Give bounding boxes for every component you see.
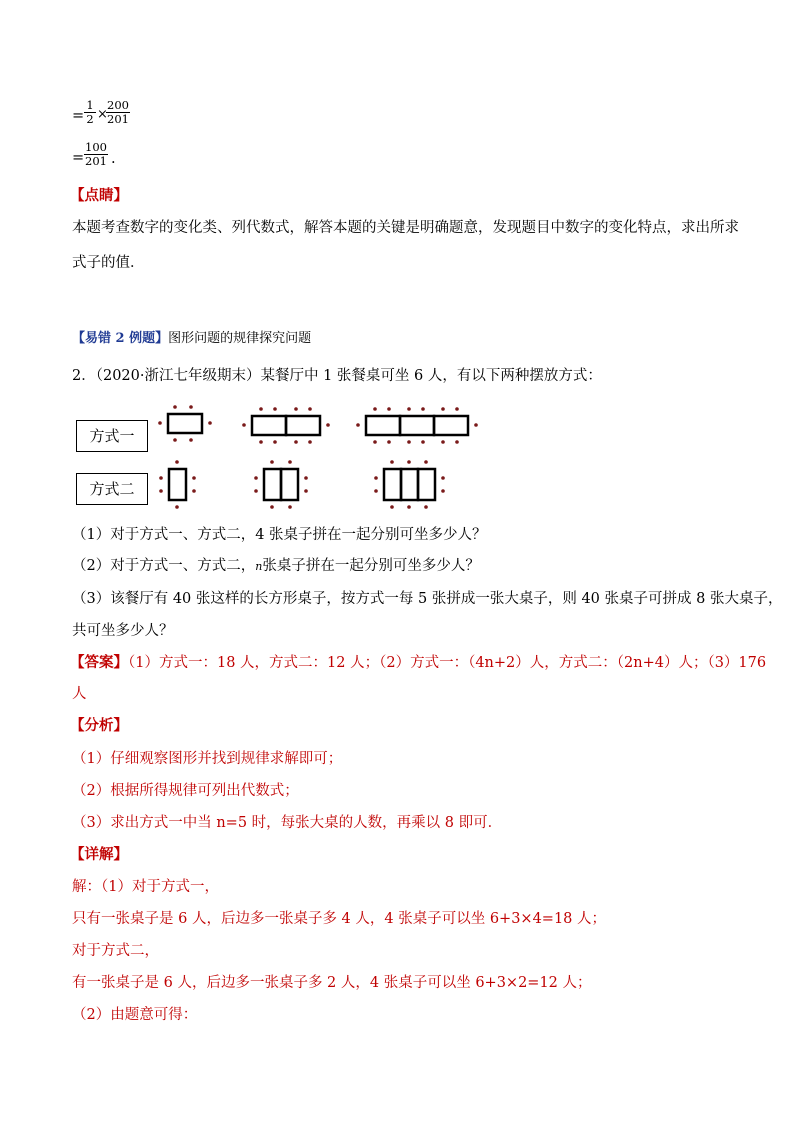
answer-line-1 xyxy=(70,653,766,673)
question-2-pre: （2）对于方式一、方式二， xyxy=(72,558,256,574)
arrangement-1-label: 方式一 xyxy=(76,420,148,452)
seat-dots xyxy=(159,460,196,509)
math-eq-sign-2: = xyxy=(72,150,85,166)
comment-line-2: 式子的值． xyxy=(72,255,145,271)
detail-line-4: 有一张桌子是 6 人，后边多一张桌子多 2 人，4 张桌子可以坐 6+3×2=12 人； xyxy=(72,975,592,991)
tables-diagram xyxy=(0,0,794,520)
problem-stem: 2．（2020·浙江七年级期末）某餐厅中 1 张餐桌可坐 6 人，有以下两种摆放方式： xyxy=(72,368,602,384)
comment-line-1: 本题考查数字的变化类、列代数式，解答本题的关键是明确题意，发现题目中数字的变化特点，求出所求 xyxy=(72,220,739,236)
analysis-line-3: （3）求出方式一中当 n=5 时，每张大桌的人数，再乘以 8 即可． xyxy=(72,815,503,831)
question-2-variable: n xyxy=(255,560,263,573)
seat-dots xyxy=(158,405,212,442)
detail-line-1: 解：（1）对于方式一， xyxy=(72,879,219,895)
question-3-line-2: 共可坐多少人？ xyxy=(72,623,174,639)
comment-heading: 【点睛】 xyxy=(70,187,128,204)
detail-heading: 【详解】 xyxy=(70,846,128,863)
section-tag: 【易错 2 例题】 xyxy=(72,331,169,346)
table-rect xyxy=(281,469,298,500)
table-rect xyxy=(418,469,435,500)
question-1: （1）对于方式一、方式二，4 张桌子拼在一起分别可坐多少人？ xyxy=(72,527,487,543)
table-rect xyxy=(384,469,401,500)
table-rect xyxy=(286,416,320,435)
table-rect xyxy=(264,469,281,500)
math-eq-sign-1: = xyxy=(72,108,85,124)
fraction-denominator: 2 xyxy=(86,112,94,126)
fraction-numerator: 200 xyxy=(107,98,129,112)
question-3-line-1: （3）该餐厅有 40 张这样的长方形桌子，按方式一每 5 张拼成一张大桌子，则 40 张桌子可拼成 8 张大桌子， xyxy=(72,591,783,607)
detail-line-3: 对于方式二， xyxy=(72,943,159,959)
analysis-heading: 【分析】 xyxy=(70,717,128,734)
arrangement-2-label: 方式二 xyxy=(76,473,148,505)
math-period: . xyxy=(111,151,116,167)
table-rect xyxy=(252,416,286,435)
table-rect xyxy=(434,416,468,435)
fraction-denominator: 201 xyxy=(85,154,107,168)
section-title: 图形问题的规律探究问题 xyxy=(168,331,312,346)
analysis-line-1: （1）仔细观察图形并找到规律求解即可； xyxy=(72,751,343,767)
analysis-line-2: （2）根据所得规律可列出代数式； xyxy=(72,783,299,799)
answer-text: （1）方式一：18 人，方式二：12 人；（2）方式一：（4n+2）人，方式二：（2n+4）人；（3）176 xyxy=(128,655,767,671)
question-2 xyxy=(72,556,480,577)
detail-line-5: （2）由题意可得： xyxy=(72,1007,198,1023)
seat-dots xyxy=(356,407,478,444)
detail-line-2: 只有一张桌子是 6 人，后边多一张桌子多 4 人，4 张桌子可以坐 6+3×4=18 人； xyxy=(72,911,607,927)
question-2-post: 张桌子拼在一起分别可坐多少人？ xyxy=(262,558,480,574)
fraction-denominator: 201 xyxy=(107,112,129,126)
answer-line-2: 人 xyxy=(72,686,87,702)
times-sign: × xyxy=(97,107,108,122)
table-rect xyxy=(366,416,400,435)
fraction-numerator: 100 xyxy=(85,140,107,154)
fraction-numerator: 1 xyxy=(84,99,96,113)
answer-heading: 【答案】 xyxy=(70,654,128,671)
table-rect xyxy=(168,414,202,433)
table-rect xyxy=(400,416,434,435)
table-rect xyxy=(169,469,186,500)
table-rect xyxy=(401,469,418,500)
